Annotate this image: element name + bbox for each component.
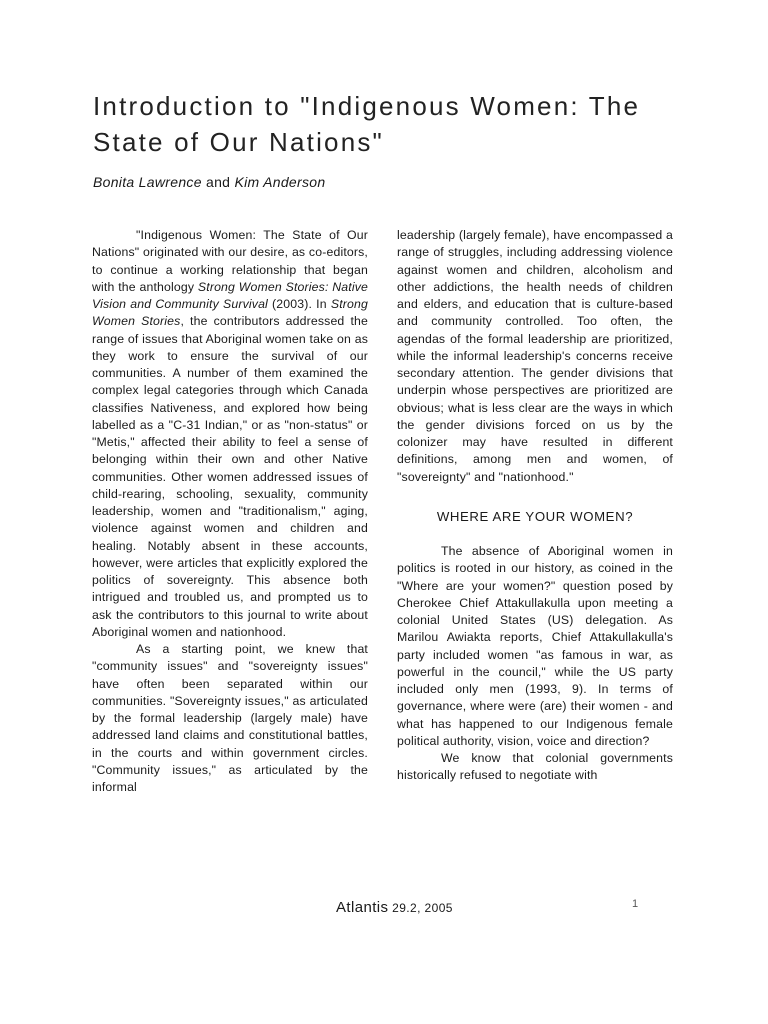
journal-footer (336, 899, 453, 916)
article-title: Introduction to "Indigenous Women: The State of Our Nations" (93, 91, 641, 157)
paragraph: The absence of Aboriginal women in politics is rooted in our history, as coined in the "Where are your women?" question posed by Cherokee Chief Attakullakulla upon meeting a colonial United States (US) delegation. As Marilou Awiakta reports, Chief Attakullakulla's party included women "as famous in war, as powerful in the council," while the US party included only men (1993, 9). In terms of governance, where were (are) their women - and what has happened to our Indigenous female political authority, vision, voice and direction? (397, 544, 673, 748)
paragraph (92, 227, 368, 641)
section-heading: WHERE ARE YOUR WOMEN? (436, 508, 634, 524)
body-column-left (92, 227, 368, 796)
book-title: Strong Women Stories (92, 297, 368, 329)
journal-name: Atlantis (336, 899, 389, 916)
author-line (93, 174, 325, 190)
journal-issue: 29.2, 2005 (388, 901, 453, 915)
page-number: 1 (632, 898, 639, 910)
book-title: Strong Women Stories: Native Vision and Community Survival (92, 279, 368, 311)
author-name: Bonita Lawrence (93, 174, 202, 190)
author-name: Kim Anderson (234, 174, 326, 190)
paragraph-text: (2003). In (267, 297, 331, 311)
paragraph-text: , the contributors addressed the range of issues that Aboriginal women take on as they work to ensure the survival of our communities. A number of them examined the complex legal categories through which Canada classifies Nativeness, and explored how being labelled as a "C-31 Indian," or as "non-status" or "Metis," affected their ability to feel a sense of belonging within their own and other Native communities. Other women addressed issues of child-rearing, schooling, sexuality, community leadership, women and "traditionalism," aging, violence against women and children and healing. Notably absent in these accounts, however, were articles that explicitly explored the politics of sovereignty. This absence both intrigued and troubled us, and prompted us to ask the contributors to this journal to write about Aboriginal women and nationhood. (92, 314, 368, 639)
paragraph-text: "Indigenous Women: The State of Our Nations" originated with our desire, as co-editors, to continue a working relationship that began with the anthology (92, 228, 368, 294)
paragraph: As a starting point, we knew that "community issues" and "sovereignty issues" have often been separated within our communities. "Sovereignty issues," as articulated by the formal leadership (largely male) have addressed land claims and constitutional battles, in the courts and within government circles. "Community issues," as articulated by the informal (92, 642, 368, 794)
paragraph: We know that colonial governments historically refused to negotiate with (397, 751, 673, 783)
author-conjunction: and (201, 174, 235, 190)
body-column-right (397, 227, 673, 785)
paragraph: leadership (largely female), have encompassed a range of struggles, including addressing violence against women and children, alcoholism and other addictions, the health needs of children and elders, and education that is culture-based and community controlled. Too often, the agendas of the formal leadership are prioritized, while the informal leadership's concerns receive secondary attention. The gender divisions that underpin whose perspectives are prioritized are obvious; what is less clear are the ways in which the gender divisions forced on us by the colonizer may have resulted in different definitions, among men and women, of "sovereignty" and "nationhood." (397, 228, 673, 484)
